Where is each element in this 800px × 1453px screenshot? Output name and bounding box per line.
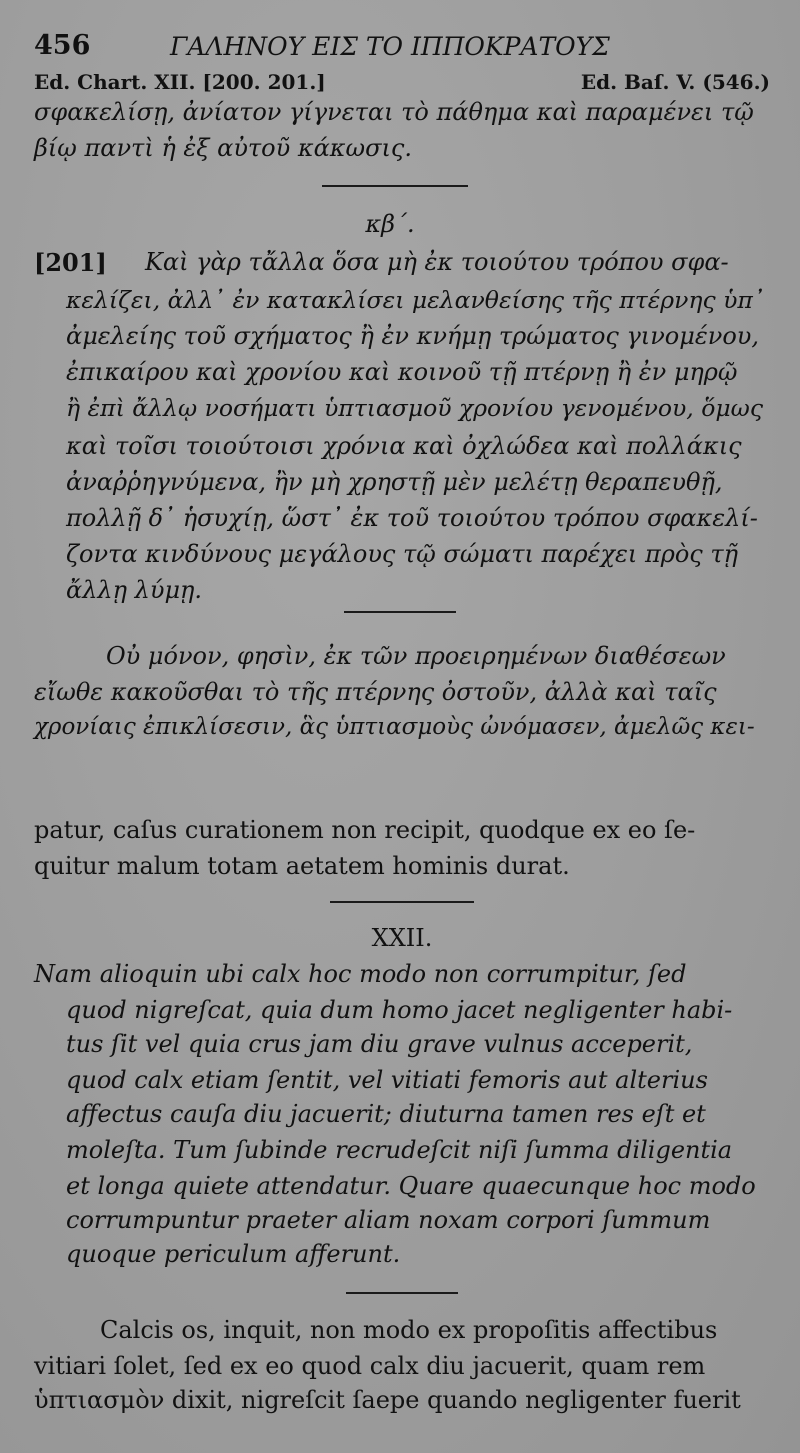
greek-line: πολλῇ δ᾽ ἡσυχίῃ, ὥστ᾽ ἐκ τοῦ τοιούτου τρόπου σφακελί- xyxy=(66,504,758,532)
greek-line: καὶ τοῖσι τοιούτοισι χρόνια καὶ ὀχλώδεα καὶ πολλάκις xyxy=(66,432,742,460)
edition-left: Ed. Chart. XII. [200. 201.] xyxy=(34,70,326,94)
greek-line: σφακελίσῃ, ἀνίατον γίγνεται τὸ πάθημα καὶ παραμένει τῷ xyxy=(34,98,754,126)
latin-line: patur, caſus curationem non recipit, quodque ex eo ſe- xyxy=(34,816,696,844)
latin-commentary-line: vitiari ſolet, ſed ex eo quod calx diu jacuerit, quam rem xyxy=(34,1352,706,1380)
greek-line: ἀμελείης τοῦ σχήματος ἢ ἐν κνήμῃ τρώματος γινομένου, xyxy=(66,322,759,350)
edition-right: Ed. Baſ. V. (546.) xyxy=(580,70,770,94)
greek-line: Καὶ γὰρ τἄλλα ὅσα μὴ ἐκ τοιούτου τρόπου σφα- xyxy=(145,248,729,276)
greek-line: βίῳ παντὶ ἡ ἐξ αὐτοῦ κάκωσις. xyxy=(34,134,412,162)
greek-line: ἐπικαίρου καὶ χρονίου καὶ κοινοῦ τῇ πτέρνῃ ἢ ἐν μηρῷ xyxy=(66,358,738,386)
section-divider xyxy=(330,901,474,903)
latin-line: Nam alioquin ubi calx hoc modo non corrumpitur, ſed xyxy=(34,960,687,988)
greek-line: ἀναῤῥηγνύμενα, ἢν μὴ χρηστῇ μὲν μελέτῃ θεραπευθῇ, xyxy=(66,468,723,496)
greek-line: ζοντα κινδύνους μεγάλους τῷ σώματι παρέχει πρὸς τῇ xyxy=(66,540,739,568)
latin-line: quoque periculum afferunt. xyxy=(66,1240,401,1268)
latin-line: quod calx etiam ſentit, vel vitiati femoris aut alterius xyxy=(66,1066,708,1094)
latin-line: moleſta. Tum ſubinde recrudeſcit niſi ſumma diligentia xyxy=(66,1136,733,1164)
greek-line: κελίζει, ἀλλ᾽ ἐν κατακλίσει μελανθείσης τῆς πτέρνης ὑπ᾽ xyxy=(66,286,765,314)
latin-line: affectus cauſa diu jacuerit; diuturna tamen res eſt et xyxy=(66,1100,706,1128)
section-divider xyxy=(322,185,468,187)
greek-commentary-line: Οὐ μόνον, φησὶν, ἐκ τῶν προειρημένων διαθέσεων xyxy=(106,642,726,670)
latin-line: tus ſit vel quia crus jam diu grave vulnus acceperit, xyxy=(66,1030,693,1058)
latin-commentary-line: ὑπτιασμὸν dixit, nigreſcit ſaepe quando negligenter fuerit xyxy=(34,1386,741,1414)
latin-line: corrumpuntur praeter aliam noxam corpori ſummum xyxy=(66,1206,711,1234)
section-divider xyxy=(346,1292,458,1294)
section-divider xyxy=(344,611,456,613)
greek-commentary-line: χρονίαις ἐπικλίσεσιν, ἃς ὑπτιασμοὺς ὠνόμασεν, ἀμελῶς κει- xyxy=(34,714,755,740)
greek-commentary-line: εἴωθε κακοῦσθαι τὸ τῆς πτέρνης ὀστοῦν, ἀλλὰ καὶ ταῖς xyxy=(34,678,717,706)
folio-bracket: [201] xyxy=(34,248,107,277)
page-number: 456 xyxy=(34,30,91,61)
latin-line: et longa quiete attendatur. Quare quaecunque hoc modo xyxy=(66,1172,756,1200)
greek-line: ἄλλῃ λύμῃ. xyxy=(66,576,203,604)
latin-line: quitur malum totam aetatem hominis durat. xyxy=(34,852,570,880)
greek-chapter-number: κβ΄. xyxy=(365,210,415,238)
greek-line: ἢ ἐπὶ ἄλλῳ νοσήματι ὑπτιασμοῦ χρονίου γενομένου, ὅμως xyxy=(66,394,763,422)
running-title: ΓΑΛΗΝΟΥ ΕΙΣ ΤΟ ΙΠΠΟΚΡΑΤΟΥΣ xyxy=(170,32,610,61)
latin-commentary-line: Calcis os, inquit, non modo ex propoſitis affectibus xyxy=(100,1316,718,1344)
latin-chapter-number: XXII. xyxy=(371,924,433,952)
latin-line: quod nigreſcat, quia dum homo jacet negligenter habi- xyxy=(66,996,733,1024)
